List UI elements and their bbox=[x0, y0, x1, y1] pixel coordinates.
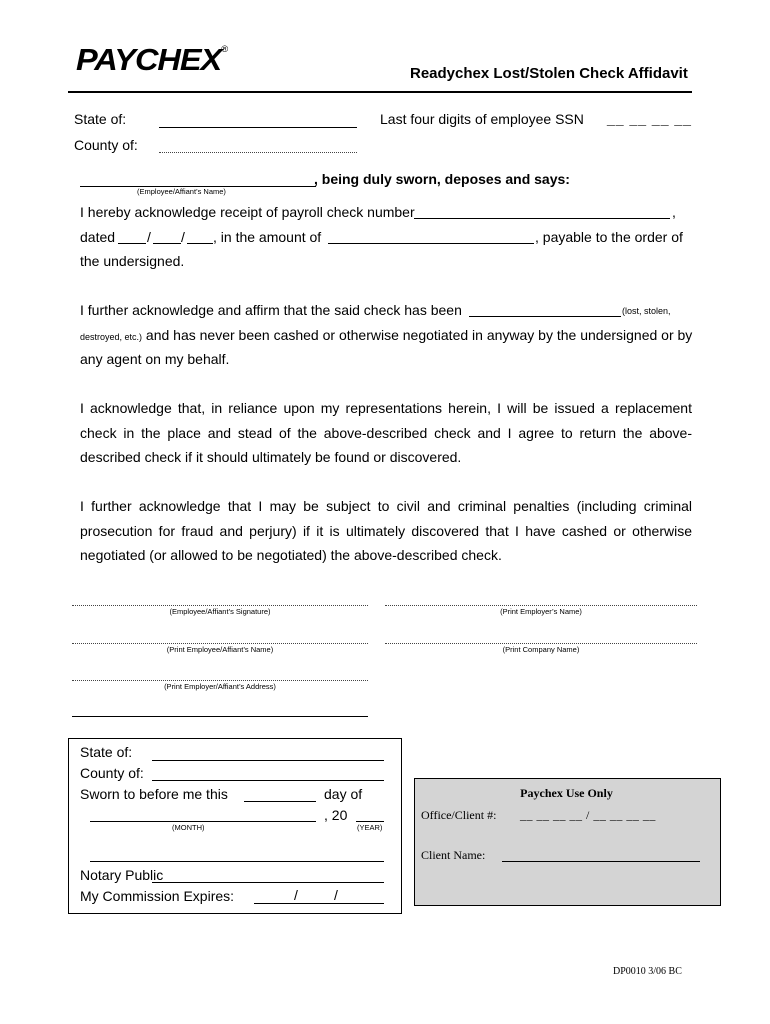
date-month-field[interactable] bbox=[118, 243, 146, 244]
status-hint: (lost, stolen, bbox=[622, 306, 671, 316]
para4-line1: I further acknowledge that I may be subject to civil and criminal penalties (including criminal bbox=[80, 498, 692, 514]
county-field[interactable] bbox=[159, 152, 357, 153]
affiant-name-caption: (Employee/Affiant’s Name) bbox=[137, 187, 226, 196]
para1-line3: the undersigned. bbox=[80, 253, 185, 269]
address-line[interactable] bbox=[72, 680, 368, 681]
dated-label: dated bbox=[80, 229, 116, 245]
affiant-signature-caption: (Employee/Affiant’s Signature) bbox=[169, 607, 271, 616]
notary-signature-line[interactable] bbox=[90, 861, 384, 862]
client-name-label: Client Name: bbox=[421, 848, 486, 862]
amount-label: , in the amount of bbox=[213, 229, 322, 245]
header-rule bbox=[68, 91, 692, 93]
employer-name-caption: (Print Employer’s Name) bbox=[500, 607, 582, 616]
sworn-statement: , being duly sworn, deposes and says: bbox=[314, 171, 570, 187]
date-year-field[interactable] bbox=[187, 243, 213, 244]
commission-slash-2: / bbox=[334, 887, 338, 903]
address-line-2[interactable] bbox=[72, 716, 368, 717]
notary-state-field[interactable] bbox=[152, 760, 384, 761]
company-name-caption: (Print Company Name) bbox=[502, 645, 580, 654]
state-label: State of: bbox=[74, 111, 127, 127]
address-caption: (Print Employer/Affiant’s Address) bbox=[164, 682, 276, 691]
amount-field[interactable] bbox=[328, 243, 534, 244]
para3 bbox=[80, 396, 692, 470]
para2-line2 bbox=[80, 327, 692, 343]
para3-line1: I acknowledge that, in reliance upon my representations herein, I will be issued a replacement bbox=[80, 400, 692, 416]
notary-public-line[interactable] bbox=[152, 882, 384, 883]
day-of-label: day of bbox=[324, 786, 363, 802]
paychex-use-title: Paychex Use Only bbox=[520, 786, 613, 800]
logo-text: PAYCHEX bbox=[76, 42, 222, 77]
office-client-label: Office/Client #: bbox=[421, 808, 497, 822]
office-client-field[interactable]: __ __ __ __ / __ __ __ __ bbox=[520, 808, 656, 822]
commission-label: My Commission Expires: bbox=[80, 888, 235, 904]
notary-county-label: County of: bbox=[80, 765, 144, 781]
para2-line3: any agent on my behalf. bbox=[80, 351, 230, 367]
para3-line3: described check if it should ultimately be found or discovered. bbox=[80, 449, 462, 465]
client-name-field[interactable] bbox=[502, 861, 700, 862]
para2-line1: I further acknowledge and affirm that the said check has been bbox=[80, 302, 462, 318]
affiant-signature-line[interactable] bbox=[72, 605, 368, 606]
para4 bbox=[80, 494, 692, 568]
status-hint-2: destroyed, etc.) bbox=[80, 332, 143, 342]
county-label: County of: bbox=[74, 137, 138, 153]
commission-slash-1: / bbox=[294, 887, 298, 903]
year-prefix: , 20 bbox=[324, 807, 348, 823]
para4-line2: prosecution for fraud and perjury) if it is ultimately discovered that I have cashed or otherwise bbox=[80, 522, 692, 539]
sworn-before-label: Sworn to before me this bbox=[80, 786, 228, 802]
sworn-day-field[interactable] bbox=[244, 801, 316, 802]
month-caption: (MONTH) bbox=[172, 823, 205, 832]
date-slash-2: / bbox=[181, 229, 185, 245]
para4-line3: negotiated (or allowed to be negotiated) the above-described check. bbox=[80, 547, 502, 563]
sworn-month-field[interactable] bbox=[90, 821, 316, 822]
notary-public-label: Notary Public bbox=[80, 867, 164, 883]
notary-state-label: State of: bbox=[80, 744, 133, 760]
para1-line1: I hereby acknowledge receipt of payroll check number bbox=[80, 204, 415, 220]
para2-line2-rest: and has never been cashed or otherwise negotiated in anyway by the undersigned or by bbox=[142, 327, 693, 343]
company-name-line[interactable] bbox=[385, 643, 697, 644]
ssn-field[interactable]: __ __ __ __ bbox=[607, 110, 692, 126]
state-field[interactable] bbox=[159, 127, 357, 128]
affiant-name-line[interactable] bbox=[72, 643, 368, 644]
commission-date-field[interactable] bbox=[254, 903, 384, 904]
paychex-logo bbox=[76, 42, 227, 78]
notary-county-field[interactable] bbox=[152, 780, 384, 781]
registered-mark: ® bbox=[221, 44, 228, 54]
document-title: Readychex Lost/Stolen Check Affidavit bbox=[410, 65, 688, 82]
check-number-field[interactable] bbox=[414, 218, 670, 219]
para1-comma: , bbox=[672, 204, 676, 220]
form-code: DP0010 3/06 BC bbox=[613, 966, 682, 977]
date-day-field[interactable] bbox=[153, 243, 181, 244]
date-slash-1: / bbox=[147, 229, 151, 245]
check-status-field[interactable] bbox=[469, 316, 621, 317]
para3-line2: check in the place and stead of the above-described check and I agree to return the above- bbox=[80, 424, 692, 441]
sworn-year-field[interactable] bbox=[356, 821, 384, 822]
payable-text: , payable to the order of bbox=[535, 229, 683, 245]
year-caption: (YEAR) bbox=[357, 823, 383, 832]
ssn-label: Last four digits of employee SSN bbox=[380, 111, 584, 127]
affiant-name-print-caption: (Print Employee/Affiant’s Name) bbox=[166, 645, 274, 654]
employer-name-line[interactable] bbox=[385, 605, 697, 606]
